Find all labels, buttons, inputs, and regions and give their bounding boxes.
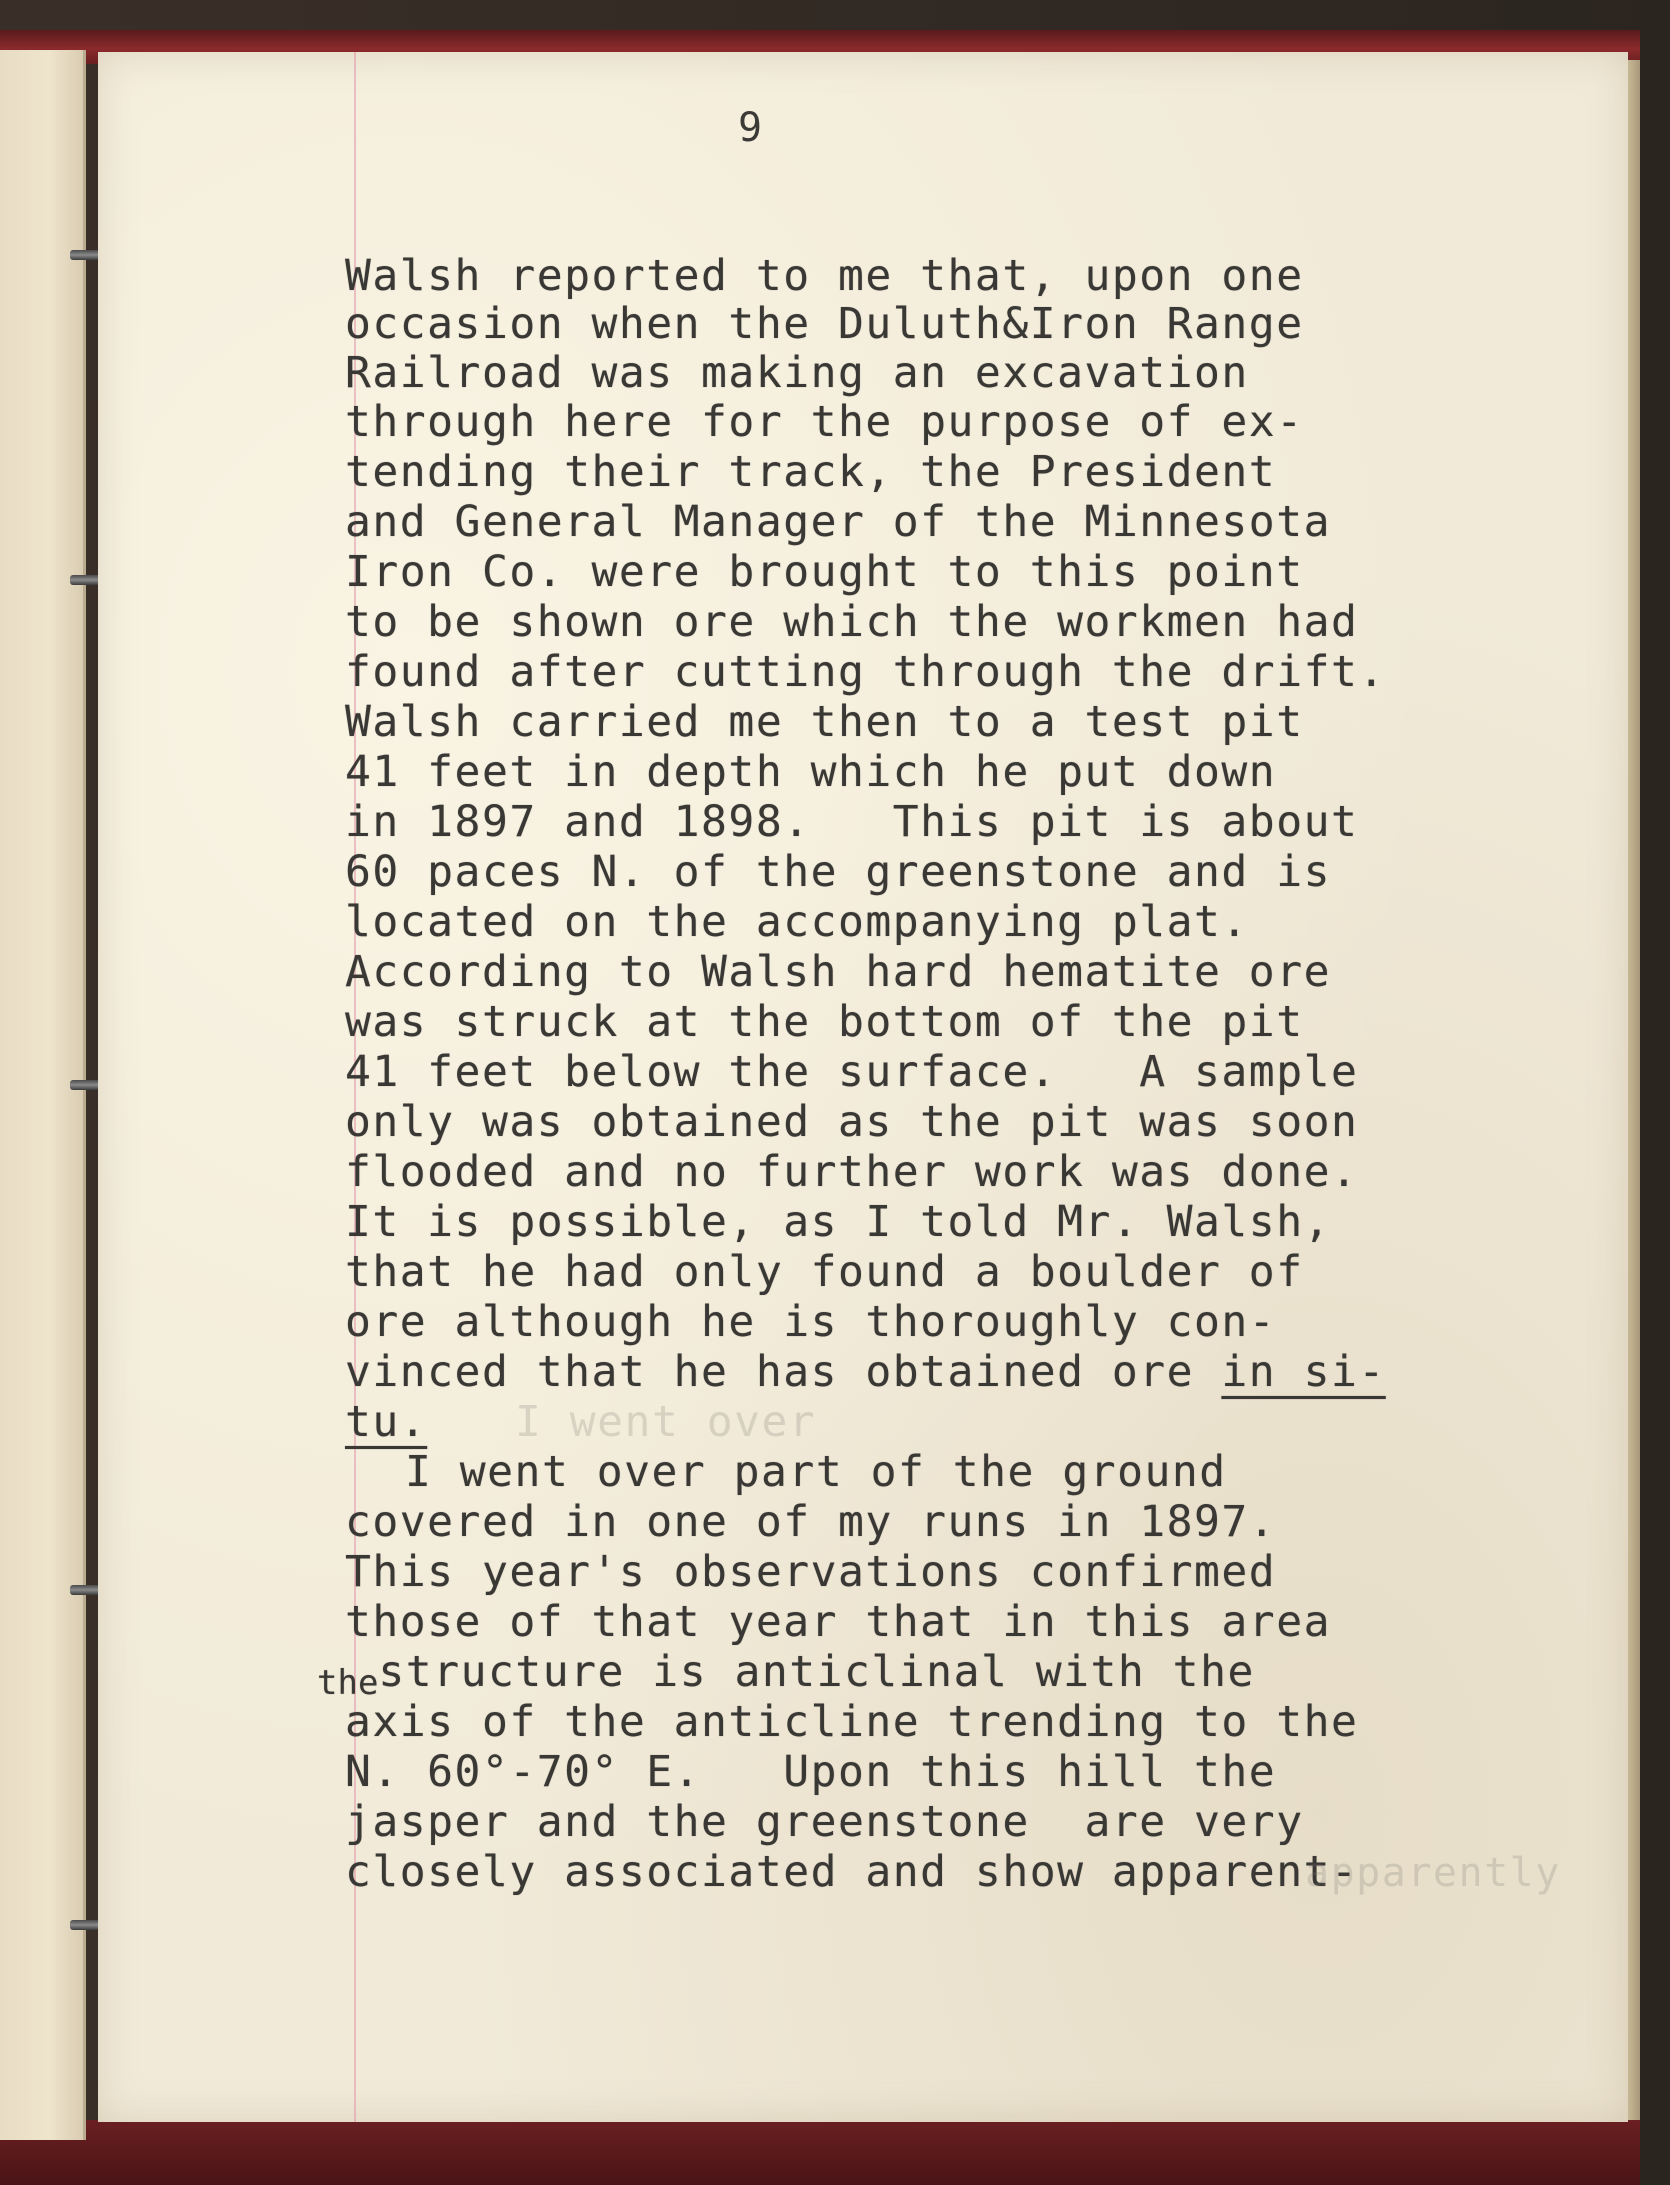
text-line: was struck at the bottom of the pit — [345, 997, 1304, 1047]
text-line: This year's observations confirmed — [345, 1547, 1277, 1597]
cloth-binding-bottom — [0, 2120, 1640, 2185]
text-line: According to Walsh hard hematite ore — [345, 947, 1331, 997]
text-line: covered in one of my runs in 1897. — [345, 1497, 1277, 1547]
text-segment: structure is anticlinal with the — [378, 1647, 1255, 1697]
text-line: closely associated and show apparent- — [345, 1847, 1359, 1897]
page-number: 9 — [738, 105, 764, 151]
text-line: 60 paces N. of the greenstone and is — [345, 847, 1331, 897]
text-line: jasper and the greenstone are very — [345, 1797, 1304, 1847]
text-line: found after cutting through the drift. — [345, 647, 1386, 697]
text-line: 41 feet in depth which he put down — [345, 747, 1277, 797]
text-line: I went over part of the ground — [405, 1447, 1227, 1497]
text-line: only was obtained as the pit was soon — [345, 1097, 1359, 1147]
text-line: flooded and no further work was done. — [345, 1147, 1359, 1197]
left-page-edge — [0, 50, 86, 2140]
text-line — [317, 1647, 1255, 1703]
text-line: Railroad was making an excavation — [345, 348, 1249, 398]
faint-overstrike-right: apparently — [1305, 1850, 1561, 1896]
text-line: and General Manager of the Minnesota — [345, 497, 1331, 547]
text-line: Iron Co. were brought to this point — [345, 547, 1304, 597]
text-segment: vinced that he has obtained ore — [345, 1347, 1222, 1397]
inserted-word: the — [317, 1663, 379, 1703]
text-line: located on the accompanying plat. — [345, 897, 1249, 947]
text-line: N. 60°-70° E. Upon this hill the — [345, 1747, 1277, 1797]
faint-overstrike-text: I went over — [515, 1397, 817, 1447]
text-line: in 1897 and 1898. This pit is about — [345, 797, 1359, 847]
underlined-phrase-end: tu. — [345, 1397, 428, 1447]
text-line: to be shown ore which the workmen had — [345, 597, 1359, 647]
text-line: ore although he is thoroughly con- — [345, 1297, 1277, 1347]
text-line — [345, 1398, 427, 1446]
text-line — [345, 1348, 1386, 1396]
text-line: occasion when the Duluth&Iron Range — [345, 299, 1304, 349]
text-line: Walsh reported to me that, upon one — [345, 251, 1304, 301]
text-line: Walsh carried me then to a test pit — [345, 697, 1304, 747]
text-line: axis of the anticline trending to the — [345, 1697, 1359, 1747]
text-line: It is possible, as I told Mr. Walsh, — [345, 1197, 1331, 1247]
underlined-phrase: in si- — [1221, 1347, 1386, 1397]
text-line: tending their track, the President — [345, 447, 1277, 497]
text-line: that he had only found a boulder of — [345, 1247, 1304, 1297]
text-line: through here for the purpose of ex- — [345, 397, 1304, 447]
text-line: those of that year that in this area — [345, 1597, 1331, 1647]
text-line: 41 feet below the surface. A sample — [345, 1047, 1359, 1097]
